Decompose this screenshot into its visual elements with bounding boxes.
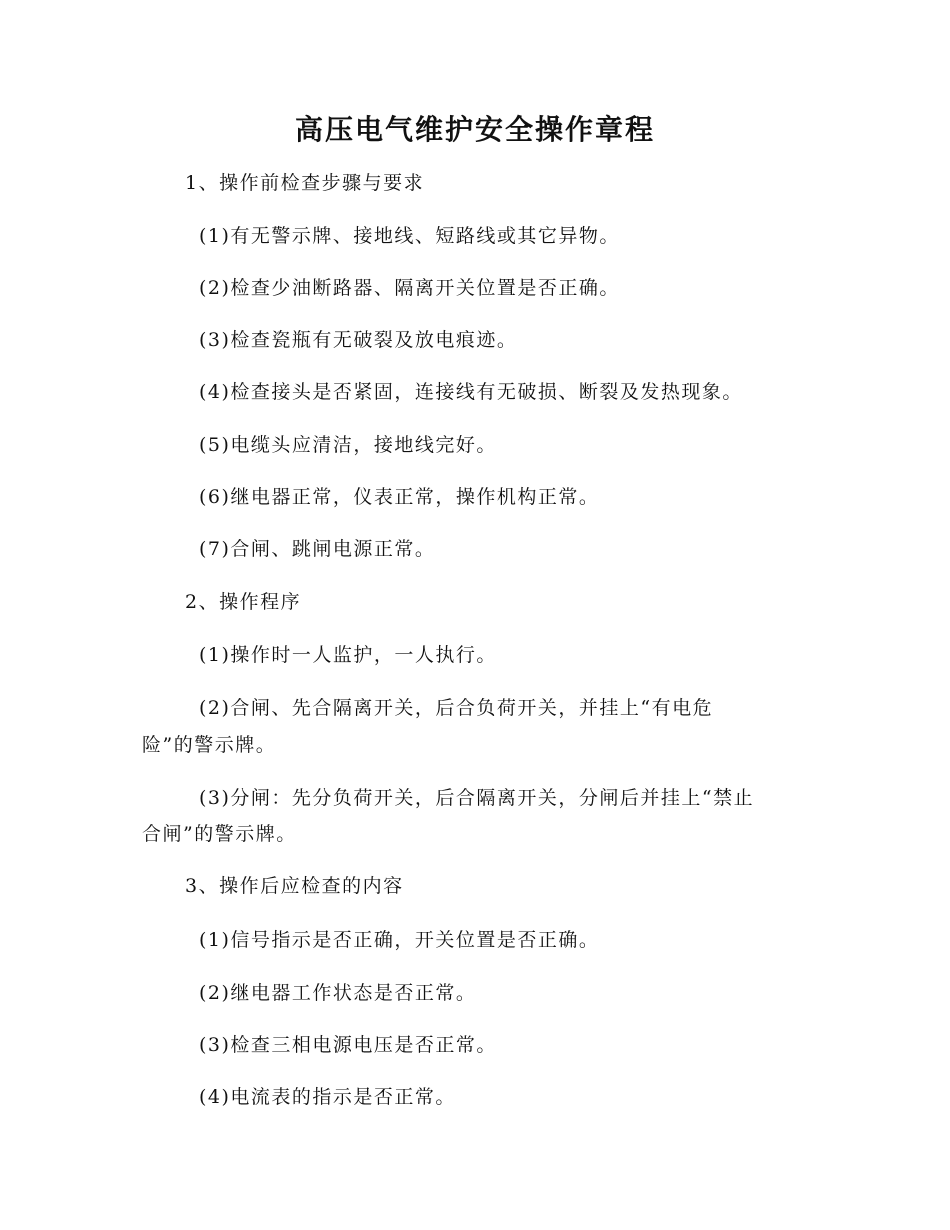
- section-2-heading: 2、操作程序: [185, 591, 302, 613]
- section-3-item-2: (2)继电器工作状态是否正常。: [199, 982, 477, 1004]
- section-1-item-6: (6)继电器正常，仪表正常，操作机构正常。: [199, 486, 600, 508]
- section-2-item-2-continuation: 险”的警示牌。: [142, 734, 277, 756]
- section-1-item-3: (3)检查瓷瓶有无破裂及放电痕迹。: [199, 329, 518, 351]
- section-2-item-1: (1)操作时一人监护，一人执行。: [199, 644, 497, 666]
- section-2-item-3-continuation: 合闸”的警示牌。: [142, 823, 297, 845]
- section-1-item-1: (1)有无警示牌、接地线、短路线或其它异物。: [199, 225, 620, 247]
- section-1-heading: 1、操作前检查步骤与要求: [185, 172, 425, 194]
- document-title: 高压电气维护安全操作章程: [294, 113, 655, 146]
- section-1-item-4: (4)检查接头是否紧固，连接线有无破损、断裂及发热现象。: [199, 381, 743, 403]
- section-3-item-4: (4)电流表的指示是否正常。: [199, 1086, 456, 1108]
- section-3-item-1: (1)信号指示是否正确，开关位置是否正确。: [199, 929, 600, 951]
- section-3-heading: 3、操作后应检查的内容: [185, 875, 404, 897]
- section-1-item-2: (2)检查少油断路器、隔离开关位置是否正确。: [199, 277, 620, 299]
- section-2-item-3: (3)分闸：先分负荷开关，后合隔离开关，分闸后并挂上“禁止: [199, 787, 755, 809]
- section-2-item-2: (2)合闸、先合隔离开关，后合负荷开关，并挂上“有电危: [199, 697, 714, 719]
- section-1-item-5: (5)电缆头应清洁，接地线完好。: [199, 434, 497, 456]
- section-3-item-3: (3)检查三相电源电压是否正常。: [199, 1034, 497, 1056]
- section-1-item-7: (7)合闸、跳闸电源正常。: [199, 538, 436, 560]
